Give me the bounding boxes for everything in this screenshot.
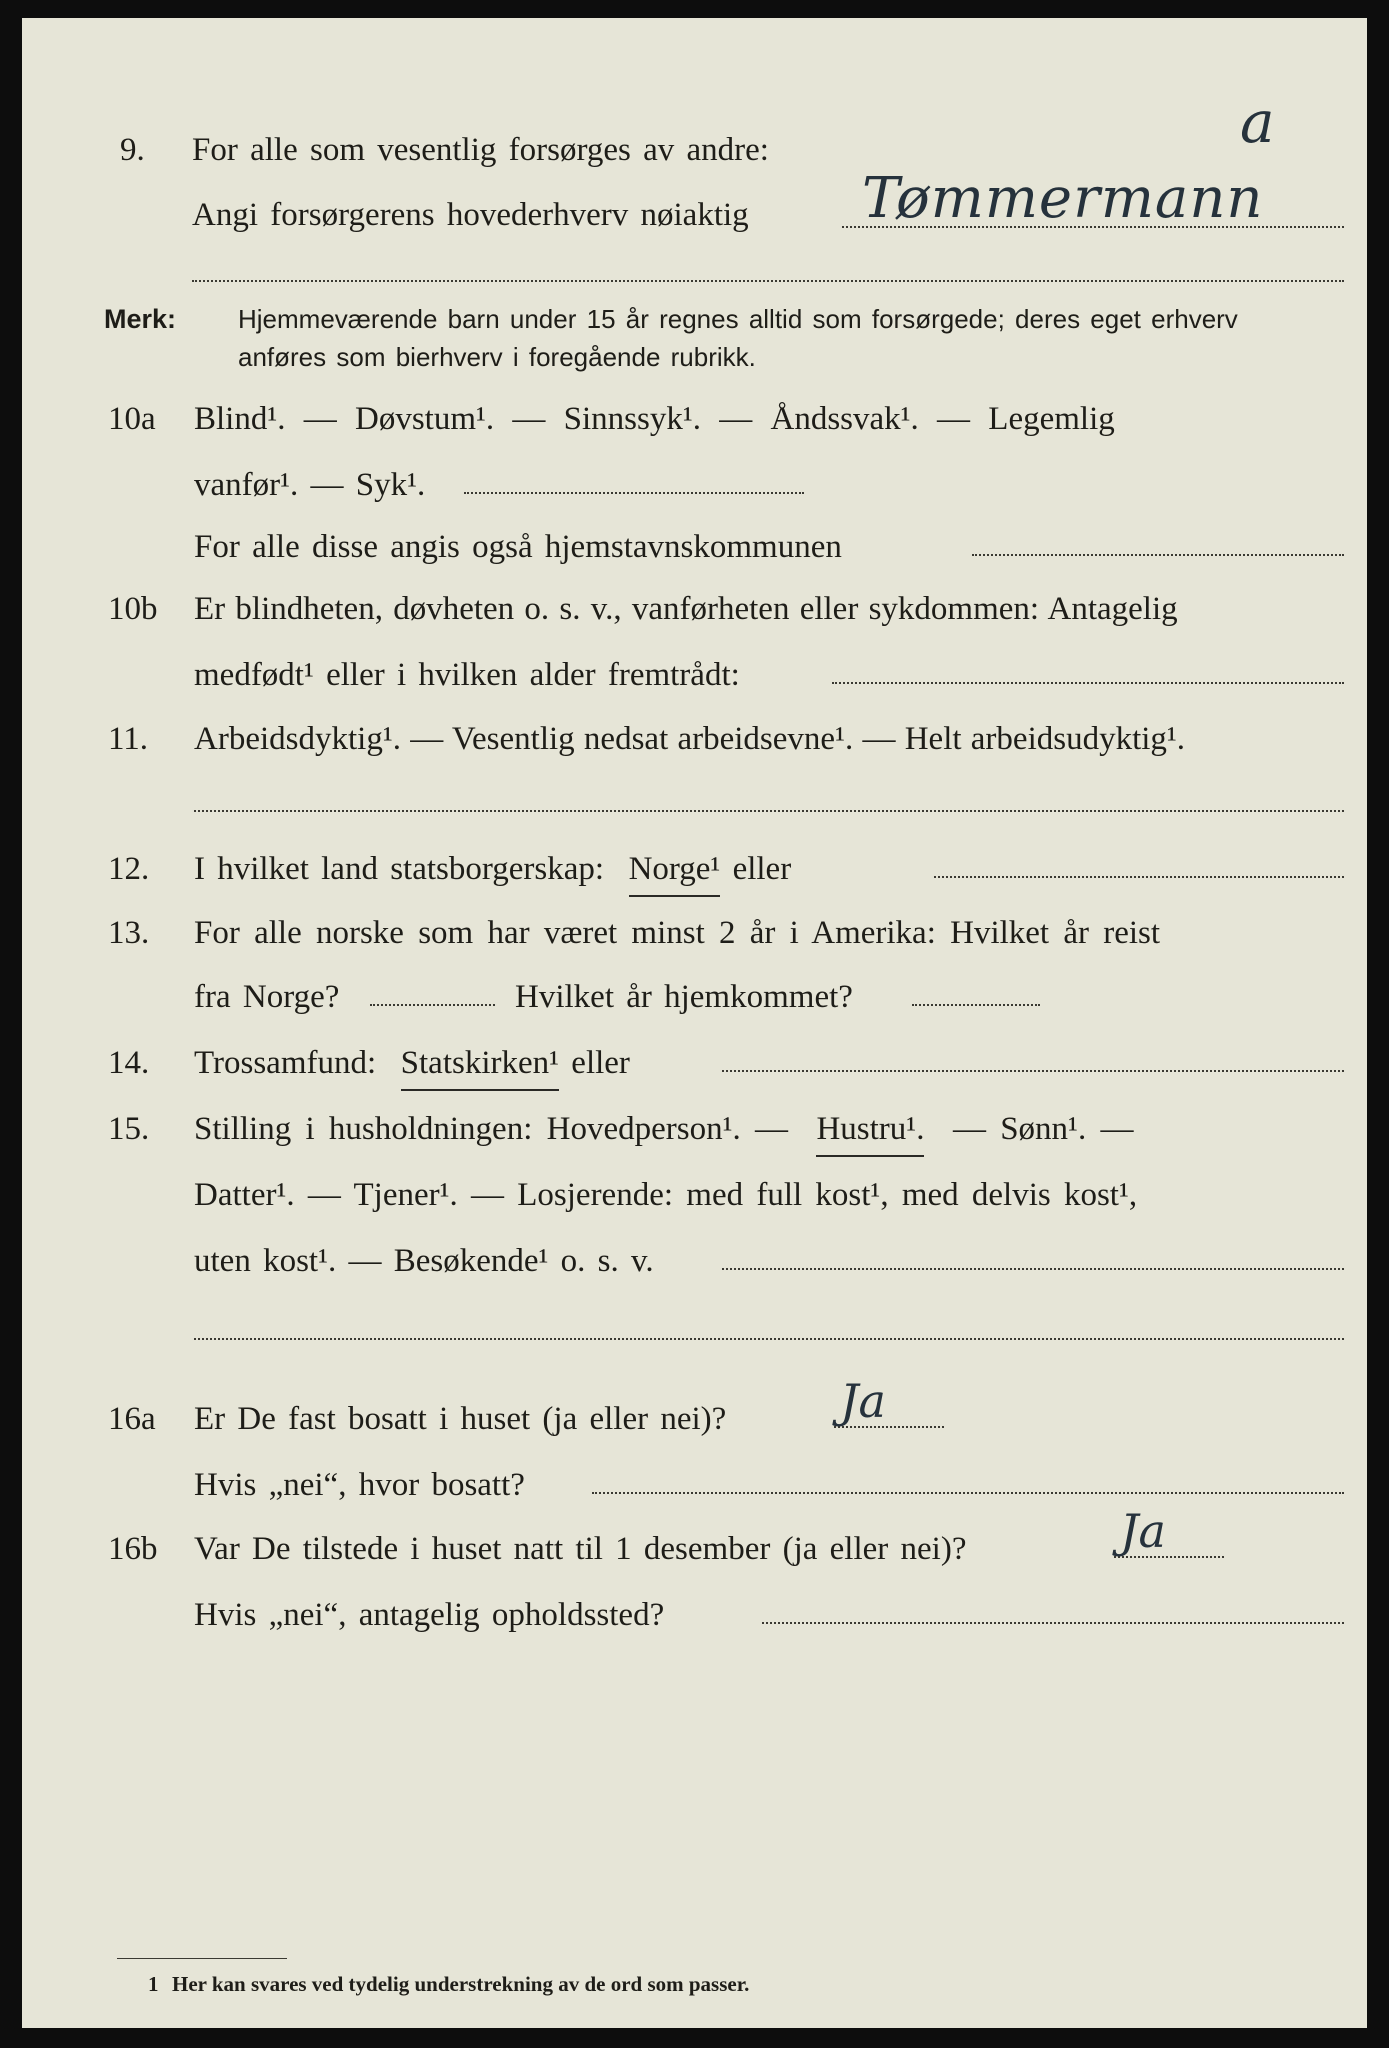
q15-answer-line: [722, 1268, 1344, 1270]
q13-reist-answer-line: [370, 1004, 495, 1006]
q9-handwritten-answer: Tømmermann: [862, 166, 1264, 231]
q10a-line1: [22, 394, 1367, 444]
q16a-number: 16a: [108, 1401, 156, 1437]
footnote-mark: 1: [148, 1972, 159, 1996]
q15-line1-end: — Sønn¹. —: [952, 1111, 1134, 1147]
q16a-handwritten-answer: Ja: [840, 1374, 886, 1428]
q15-text-line3: uten kost¹. — Besøkende¹ o. s. v.: [194, 1243, 654, 1279]
q10b-text-line2: medfødt¹ eller i hvilken alder fremtrådt:: [194, 657, 740, 693]
q10a-text-line2: vanfør¹. — Syk¹.: [194, 467, 426, 503]
q14-line1: [22, 1038, 1367, 1088]
merk-text-line2: anføres som bierhverv i foregående rubrikk.: [238, 342, 756, 372]
q10b-text-line1: Er blindheten, døvheten o. s. v., vanførheten eller sykdommen: Antagelig: [194, 591, 1178, 627]
q12-rest: eller: [732, 851, 792, 887]
q16a-text-line2: Hvis „nei“, hvor bosatt?: [194, 1467, 525, 1503]
q14-text: [194, 1038, 630, 1091]
q13-text-line2b: Hvilket år hjemkommet?: [515, 979, 853, 1015]
census-form-page: [22, 18, 1367, 2028]
q13-line2: [22, 972, 1367, 1022]
q12-label: I hvilket land statsborgerskap:: [194, 851, 605, 887]
merk-text-line1: Hjemmeværende barn under 15 år regnes alltid som forsørgede; deres eget erhverv: [238, 304, 1238, 334]
q16a-line2: [22, 1460, 1367, 1510]
q14-answer-line: [722, 1070, 1344, 1072]
q16b-opholdssted-answer-line: [762, 1622, 1344, 1624]
q10a-number: 10a: [108, 401, 156, 437]
q12-norge-underlined: Norge¹: [629, 844, 721, 897]
q10b-line1: [22, 584, 1367, 634]
q15-blank-line: [194, 1338, 1344, 1340]
q12-number: 12.: [108, 851, 150, 887]
q10a-line3: [22, 522, 1367, 572]
q12-answer-line: [934, 876, 1344, 878]
q15-line2: [22, 1170, 1367, 1220]
q10b-line2: [22, 650, 1367, 700]
q16a-text-line1: Er De fast bosatt i huset (ja eller nei)?: [194, 1401, 727, 1437]
q16b-number: 16b: [108, 1531, 158, 1567]
q15-text-line1: [194, 1104, 1133, 1157]
q10b-answer-line: [832, 682, 1344, 684]
q13-text-line1: For alle norske som har været minst 2 år i Amerika: Hvilket år reist: [194, 915, 1161, 951]
footnote-rule: [117, 1958, 287, 1959]
q13-number: 13.: [108, 915, 150, 951]
q16b-text-line1: Var De tilstede i huset natt til 1 desember (ja eller nei)?: [194, 1531, 967, 1567]
q11-number: 11.: [108, 721, 149, 757]
corner-handwritten-mark: a: [1240, 88, 1275, 156]
q16b-line2: [22, 1590, 1367, 1640]
q13-hjemkommet-answer-line: [912, 1004, 1040, 1006]
q10a-line2: [22, 460, 1367, 510]
q10a-text-line1: Blind¹. — Døvstum¹. — Sinnssyk¹. — Åndssvak¹. — Legemlig: [194, 401, 1115, 437]
footnote-text: Her kan svares ved tydelig understrekning av de ord som passer.: [172, 1972, 750, 1996]
q14-rest: eller: [571, 1045, 630, 1081]
q15-hustru-underlined: Hustru¹.: [816, 1104, 924, 1157]
q15-line1: [22, 1104, 1367, 1154]
q15-line1-start: Stilling i husholdningen: Hovedperson¹. —: [194, 1111, 788, 1147]
q10b-number: 10b: [108, 591, 158, 627]
q12-line1: [22, 844, 1367, 894]
q13-line1: [22, 908, 1367, 958]
q10a-hjemstavn-answer-line: [972, 554, 1344, 556]
q15-number: 15.: [108, 1111, 150, 1147]
q11-line1: [22, 714, 1367, 764]
q15-text-line2: Datter¹. — Tjener¹. — Losjerende: med full kost¹, med delvis kost¹,: [194, 1177, 1138, 1213]
q14-label: Trossamfund:: [194, 1045, 377, 1081]
q14-statskirken-underlined: Statskirken¹: [401, 1038, 559, 1091]
q9-text-line2: Angi forsørgerens hovederhverv nøiaktig: [192, 197, 749, 233]
merk-label: Merk:: [104, 304, 177, 334]
q14-number: 14.: [108, 1045, 150, 1081]
q11-text-line1: Arbeidsdyktig¹. — Vesentlig nedsat arbeidsevne¹. — Helt arbeidsudyktig¹.: [194, 721, 1186, 757]
q11-blank-line: [194, 810, 1344, 812]
q13-text-line2a: fra Norge?: [194, 979, 340, 1015]
q9-number: 9.: [120, 132, 145, 168]
q10a-text-line3: For alle disse angis også hjemstavnskommunen: [194, 529, 842, 565]
q16b-handwritten-answer: Ja: [1120, 1504, 1166, 1558]
q9-text-line1: For alle som vesentlig forsørges av andre:: [192, 132, 769, 168]
q10a-syk-answer-line: [464, 492, 804, 494]
q16a-line1: [22, 1394, 1367, 1444]
q16a-bosatt-answer-line: [592, 1492, 1344, 1494]
q16b-text-line2: Hvis „nei“, antagelig opholdssted?: [194, 1597, 665, 1633]
q9-blank-line: [192, 280, 1344, 282]
q15-line3: [22, 1236, 1367, 1286]
q12-text: [194, 844, 791, 897]
